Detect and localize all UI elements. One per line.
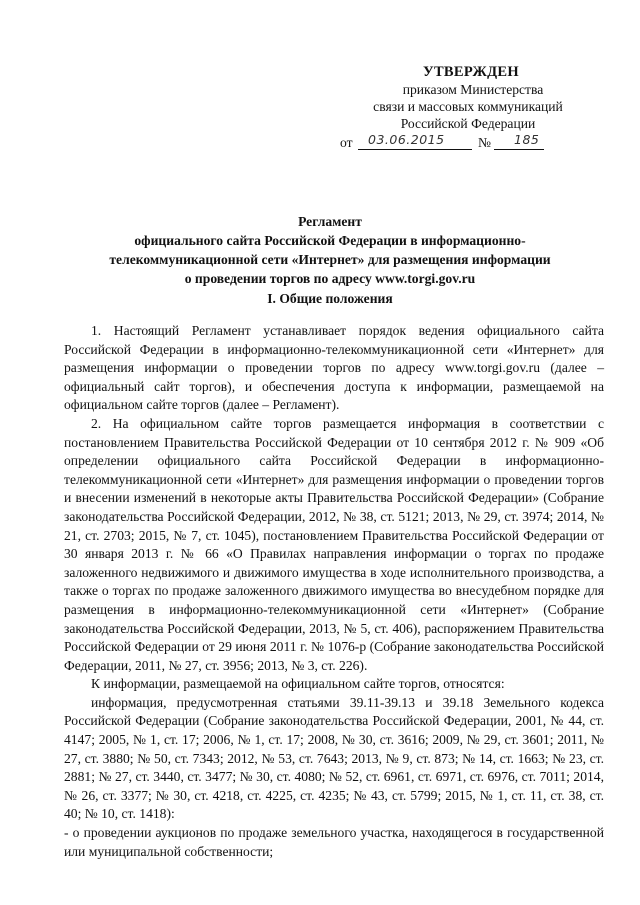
paragraph-auction-item: - о проведении аукционов по продаже земельного участка, находящегося в государственной или муниципальной собственности; (64, 825, 604, 859)
date-prefix: от (340, 135, 353, 150)
date-handwritten: 03.06.2015 (368, 132, 445, 147)
title-line-2: официального сайта Российской Федерации в информационно- (134, 233, 526, 248)
number-underline (494, 149, 544, 150)
number-handwritten: 185 (514, 132, 540, 147)
date-underline (358, 149, 472, 150)
approval-date-number (338, 134, 578, 152)
number-prefix: № (478, 135, 491, 150)
document-title (60, 212, 600, 288)
paragraph-1: 1. Настоящий Регламент устанавливает порядок ведения официального сайта Российской Федерации в информационно-телекоммуникационной сети «Интернет» для размещения информации о проведении торгов по адресу www.torgi.gov.ru (далее – официальный сайт торгов), и обеспечения доступа к информации, размещаемой на официальном сайте торгов (далее – Регламент). (64, 323, 604, 413)
section-heading: I. Общие положения (267, 291, 393, 306)
title-line-1: Регламент (298, 214, 362, 229)
approval-title: УТВЕРЖДЕН (423, 64, 519, 80)
paragraph-2: 2. На официальном сайте торгов размещается информация в соответствии с постановлением Правительства Российской Федерации от 10 сентября 2012 г. № 909 «Об определении официального сайта Российской Федерации в информационно-телекоммуникационной сети «Интернет» для размещения информации о проведении торгов и внесении изменений в некоторые акты Правительства Российской Федерации» (Собрание законодательства Российской Федерации, 2012, № 38, ст. 5121; 2013, № 29, ст. 3974; 2014, № 21, ст. 2703; 2015, № 7, ст. 1045), постановлением Правительства Российской Федерации от 30 января 2013 г. № 66 «О Правилах направления информации о торгах по продаже заложенного недвижимого и движимого имущества в ходе исполнительного производства, а также о торгах по продаже заложенного движимого имущества во внесудебном порядке для размещения в информационно-телекоммуникационной сети «Интернет» (Собрание законодательства Российской Федерации, 2013, № 5, ст. 406), распоряжением Правительства Российской Федерации от 29 июня 2011 г. № 1076-р (Собрание законодательства Российской Федерации, 2011, № 27, ст. 3956; 2013, № 3, ст. 226). (64, 415, 604, 673)
document-body (64, 322, 604, 861)
approval-line-communications: связи и массовых коммуникаций (373, 99, 563, 114)
paragraph-land-code: информация, предусмотренная статьями 39.11-39.13 и 39.18 Земельного кодекса Российской Федерации (Собрание законодательства Российской Федерации, 2001, № 44, ст. 4147; 2005, № 1, ст. 17; 2006, № 1, ст. 17; 2008, № 30, ст. 3616; 2009, № 29, ст. 3601; 2011, № 27, ст. 3880; № 50, ст. 7343; 2012, № 53, ст. 7643; 2013, № 9, ст. 873; № 14, ст. 1663; № 23, ст. 2881; № 27, ст. 3440, ст. 3477; № 30, ст. 4080; № 52, ст. 6961, ст. 6971, ст. 6976, ст. 7011; 2014, № 26, ст. 3377; № 30, ст. 4218, ст. 4225, ст. 4235; № 43, ст. 5799; 2015, № 1, ст. 11, ст. 38, ст. 40; № 10, ст. 1418): (64, 694, 604, 822)
approval-line-ministry: приказом Министерства (402, 82, 544, 97)
title-line-4: о проведении торгов по адресу www.torgi.gov.ru (184, 271, 476, 286)
approval-stamp (338, 64, 578, 152)
paragraph-info-list-intro: К информации, размещаемой на официальном сайте торгов, относятся: (91, 676, 505, 692)
title-line-3: телекоммуникационной сети «Интернет» для размещения информации (109, 252, 551, 267)
approval-line-federation: Российской Федерации (400, 116, 536, 131)
